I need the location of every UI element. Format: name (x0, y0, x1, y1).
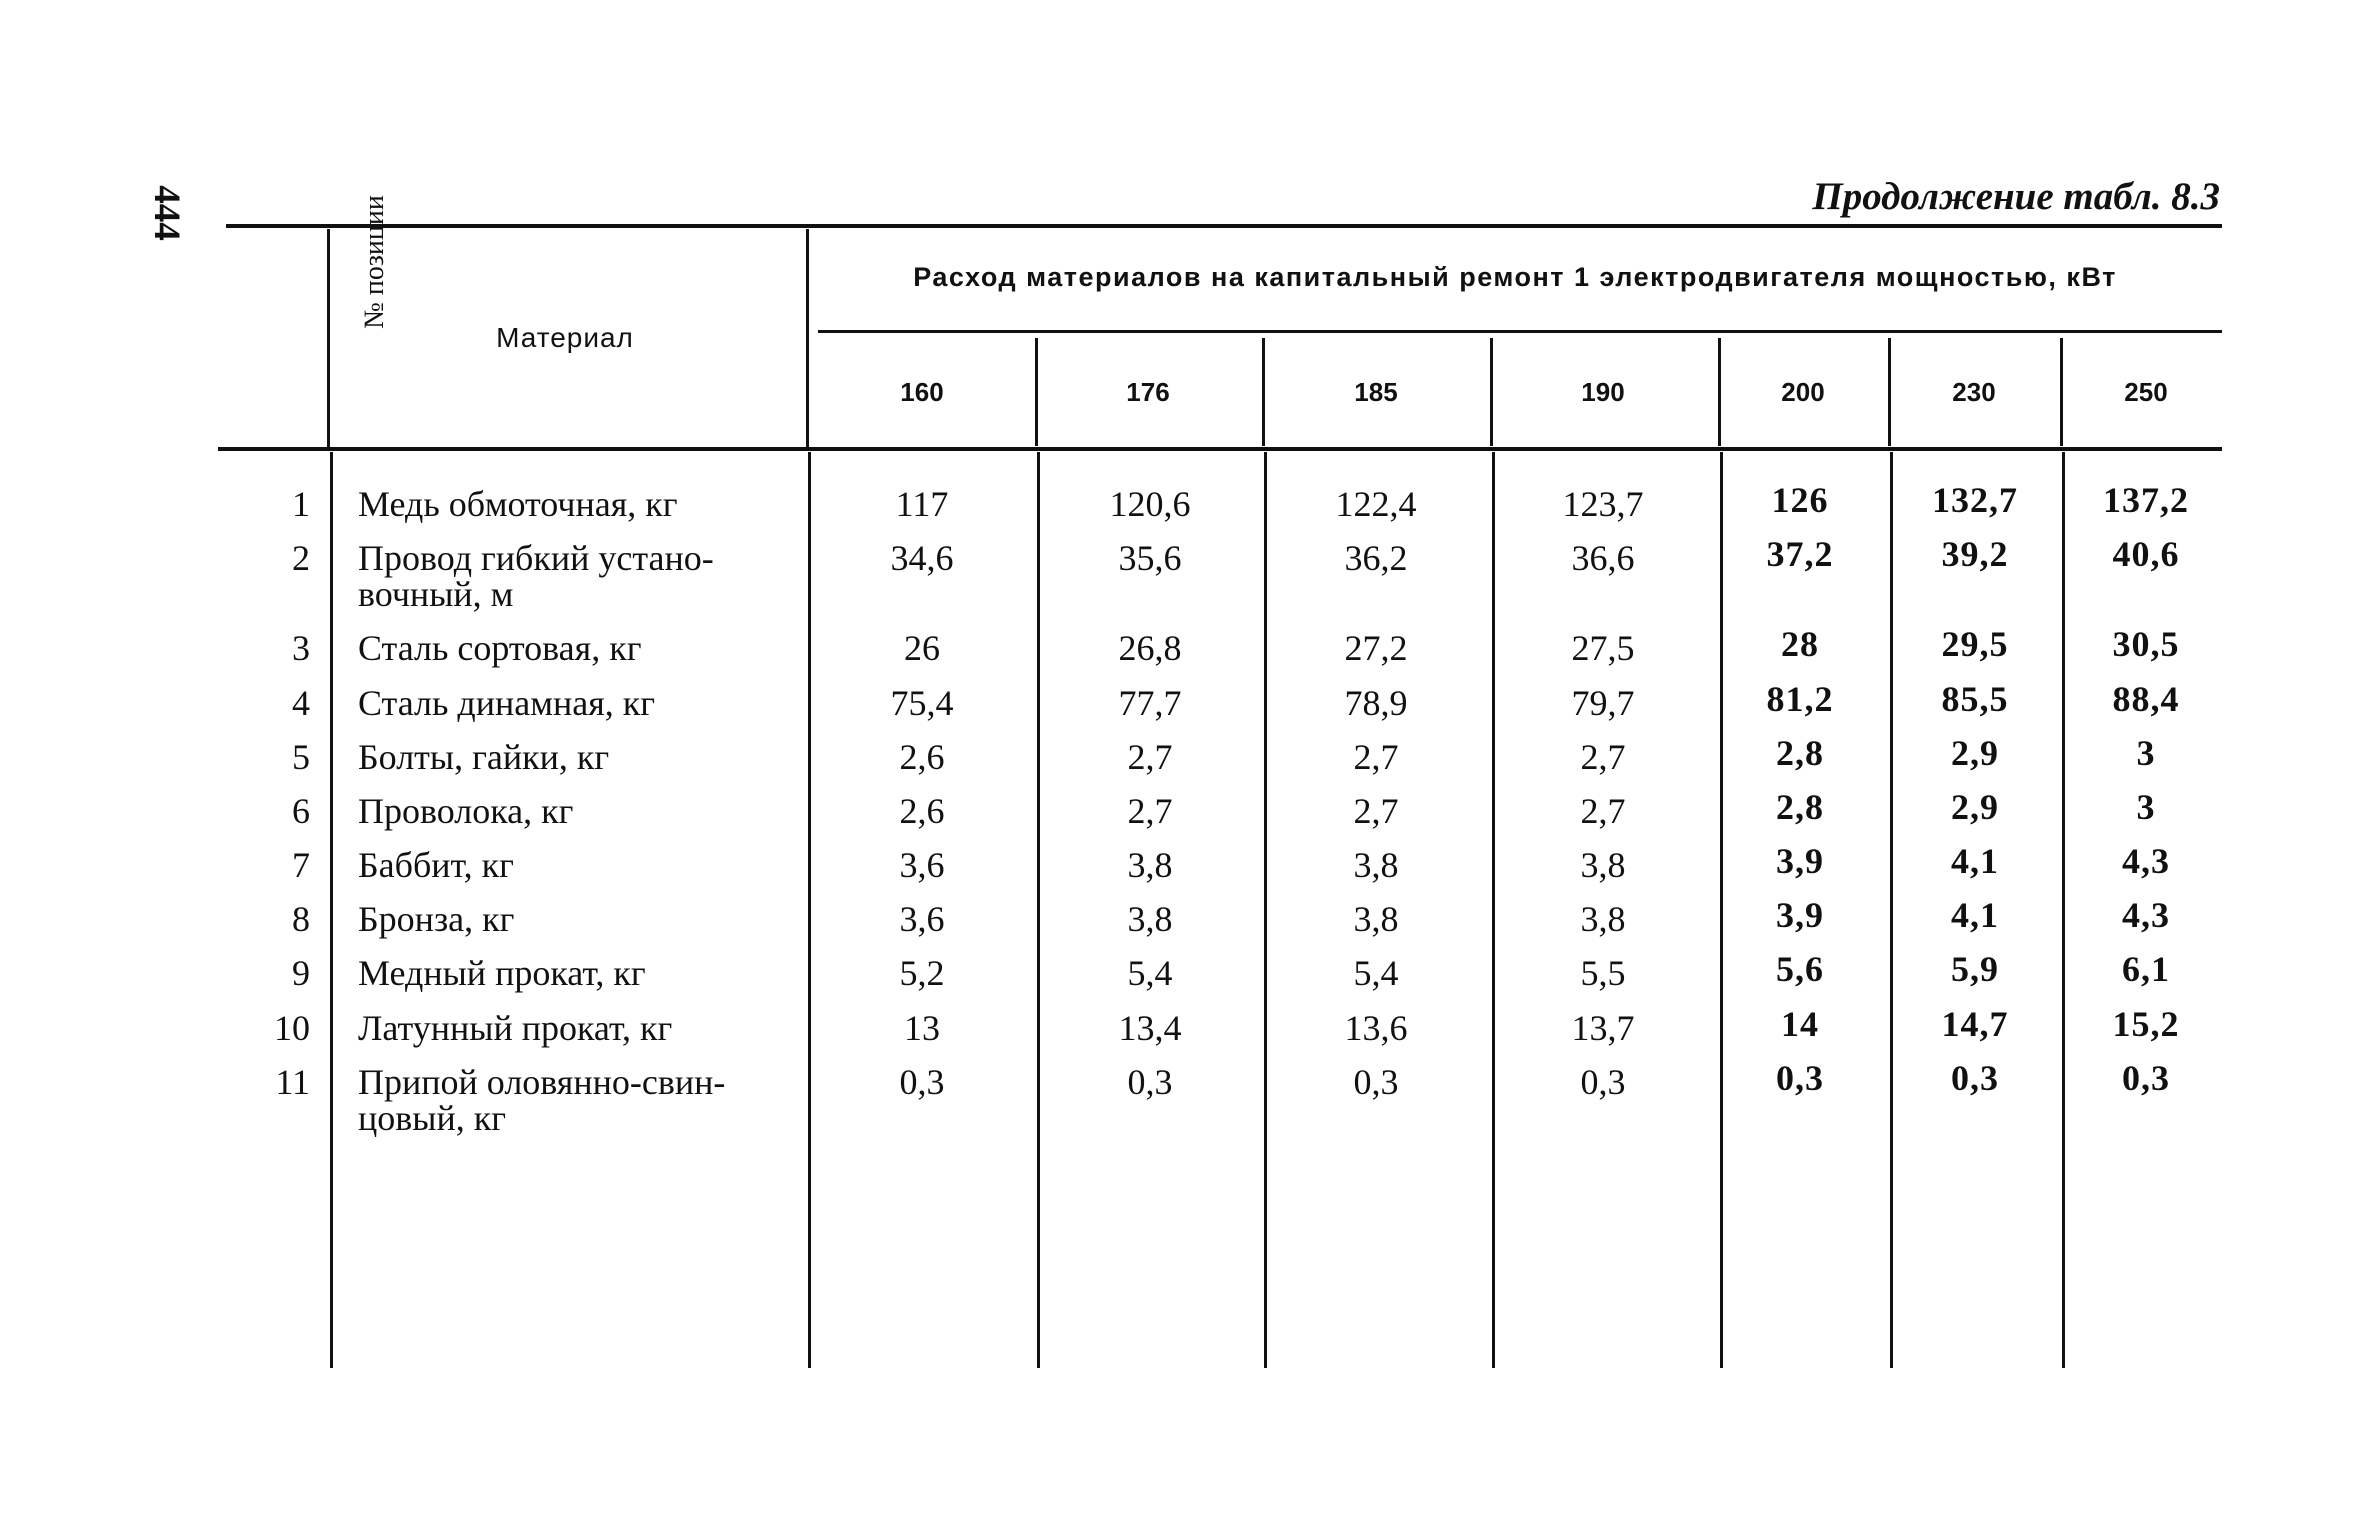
table-cell-value: 5,5 (1580, 953, 1626, 993)
table-cell-value: 13 (904, 1008, 940, 1048)
table-cell-value: 37,2 (1766, 534, 1834, 574)
material-name: Сталь динамная, кг (358, 683, 656, 723)
table-cell-value: 40,6 (2112, 534, 2180, 574)
row-number: 1 (292, 484, 310, 524)
material-name: Проволока, кг (358, 791, 574, 831)
table-cell-value: 0,3 (1580, 1062, 1626, 1102)
table-cell-value: 2,7 (1580, 737, 1626, 777)
col-divider (1888, 338, 1891, 446)
table-cell-value: 36,2 (1344, 538, 1408, 578)
material-name-cont: цовый, кг (358, 1098, 506, 1138)
col-divider (330, 452, 333, 1368)
col-divider (1890, 452, 1893, 1368)
table-cell-value: 4,1 (1951, 841, 1999, 881)
table-cell-value: 3,6 (899, 845, 945, 885)
table-cell-value: 2,6 (899, 737, 945, 777)
table-cell-value: 28 (1781, 624, 1819, 664)
table-cell-value: 15,2 (2112, 1004, 2180, 1044)
row-number: 2 (292, 538, 310, 578)
table-cell-value: 2,6 (899, 791, 945, 831)
table-cell-value: 85,5 (1941, 679, 2009, 719)
material-name: Болты, гайки, кг (358, 737, 610, 777)
table-cell-value: 117 (895, 484, 949, 524)
table-cell-value: 77,7 (1118, 683, 1182, 723)
header-bottom-rule (218, 447, 2222, 451)
table-cell-value: 5,4 (1353, 953, 1399, 993)
table-cell-value: 26 (904, 628, 940, 668)
table-cell-value: 0,3 (1951, 1058, 1999, 1098)
table-cell-value: 0,3 (899, 1062, 945, 1102)
table-cell-value: 14,7 (1941, 1004, 2009, 1044)
header-power-200: 200 (1781, 377, 1825, 407)
table-cell-value: 3,8 (1127, 899, 1173, 939)
material-name: Латунный прокат, кг (358, 1008, 673, 1048)
table-cell-value: 30,5 (2112, 624, 2180, 664)
top-rule (226, 224, 2222, 228)
row-number: 9 (292, 953, 310, 993)
table-cell-value: 3 (2136, 787, 2156, 827)
header-position-number: № позиции (359, 195, 390, 329)
row-number: 6 (292, 791, 310, 831)
table-cell-value: 0,3 (1776, 1058, 1824, 1098)
col-divider (1262, 338, 1265, 446)
table-cell-value: 3 (2136, 733, 2156, 773)
table-cell-value: 5,4 (1127, 953, 1173, 993)
table-cell-value: 36,6 (1571, 538, 1635, 578)
span-header-rule (818, 330, 2222, 333)
col-divider (1492, 452, 1495, 1368)
table-cell-value: 34,6 (890, 538, 954, 578)
row-number: 11 (275, 1062, 310, 1102)
table-cell-value: 78,9 (1344, 683, 1408, 723)
row-number: 5 (292, 737, 310, 777)
table-cell-value: 4,3 (2122, 841, 2170, 881)
row-number: 7 (292, 845, 310, 885)
table-caption: Продолжение табл. 8.3 (1812, 175, 2220, 218)
table-cell-value: 13,6 (1344, 1008, 1408, 1048)
table-cell-value: 2,9 (1951, 733, 1999, 773)
table-cell-value: 4,1 (1951, 895, 1999, 935)
header-material: Материал (496, 322, 634, 353)
material-name: Провод гибкий устано- (358, 538, 714, 578)
header-power-250: 250 (2124, 377, 2168, 407)
table-cell-value: 79,7 (1571, 683, 1635, 723)
col-divider (2062, 452, 2065, 1368)
header-power-176: 176 (1126, 377, 1170, 407)
table-cell-value: 27,2 (1344, 628, 1408, 668)
col-divider (808, 452, 811, 1368)
table-cell-value: 88,4 (2112, 679, 2180, 719)
table-cell-value: 2,8 (1776, 733, 1824, 773)
material-name-cont: вочный, м (358, 574, 514, 614)
table-cell-value: 3,8 (1353, 899, 1399, 939)
table-cell-value: 3,8 (1580, 845, 1626, 885)
col-divider (1718, 338, 1721, 446)
table-cell-value: 81,2 (1766, 679, 1834, 719)
table-cell-value: 123,7 (1562, 484, 1644, 524)
table-cell-value: 126 (1771, 480, 1829, 520)
table-cell-value: 75,4 (890, 683, 954, 723)
table-cell-value: 3,8 (1353, 845, 1399, 885)
header-power-160: 160 (900, 377, 944, 407)
table-cell-value: 2,7 (1580, 791, 1626, 831)
table-cell-value: 2,9 (1951, 787, 1999, 827)
table-cell-value: 0,3 (2122, 1058, 2170, 1098)
col-divider (1264, 452, 1267, 1368)
table-cell-value: 5,6 (1776, 949, 1824, 989)
material-name: Припой оловянно-свин- (358, 1062, 726, 1102)
table-cell-value: 3,8 (1127, 845, 1173, 885)
table-cell-value: 35,6 (1118, 538, 1182, 578)
header-consumption: Расход материалов на капитальный ремонт 1 электродвигателя мощностью, кВт (913, 262, 2117, 292)
table-cell-value: 2,7 (1353, 737, 1399, 777)
table-cell-value: 0,3 (1127, 1062, 1173, 1102)
table-cell-value: 132,7 (1932, 480, 2018, 520)
table-cell-value: 122,4 (1335, 484, 1417, 524)
table-cell-value: 2,7 (1127, 791, 1173, 831)
table-cell-value: 2,8 (1776, 787, 1824, 827)
row-number: 4 (292, 683, 310, 723)
table-cell-value: 3,9 (1776, 841, 1824, 881)
col-divider (806, 229, 809, 447)
table-cell-value: 120,6 (1109, 484, 1191, 524)
table-cell-value: 3,8 (1580, 899, 1626, 939)
table-cell-value: 3,9 (1776, 895, 1824, 935)
table-cell-value: 3,6 (899, 899, 945, 939)
table-cell-value: 26,8 (1118, 628, 1182, 668)
row-number: 3 (292, 628, 310, 668)
table-cell-value: 4,3 (2122, 895, 2170, 935)
page-number: 444 (146, 185, 187, 241)
col-divider (1037, 452, 1040, 1368)
table-cell-value: 5,9 (1951, 949, 1999, 989)
row-number: 8 (292, 899, 310, 939)
table-cell-value: 2,7 (1127, 737, 1173, 777)
table-cell-value: 5,2 (899, 953, 945, 993)
header-power-185: 185 (1354, 377, 1398, 407)
table-cell-value: 14 (1781, 1004, 1819, 1044)
table-cell-value: 6,1 (2122, 949, 2170, 989)
table-cell-value: 13,4 (1118, 1008, 1182, 1048)
table-cell-value: 13,7 (1571, 1008, 1635, 1048)
col-divider (1490, 338, 1493, 446)
table-cell-value: 39,2 (1941, 534, 2009, 574)
material-name: Бронза, кг (358, 899, 515, 939)
header-power-190: 190 (1581, 377, 1625, 407)
material-name: Медный прокат, кг (358, 953, 646, 993)
row-number: 10 (274, 1008, 310, 1048)
col-divider (327, 229, 330, 447)
table-cell-value: 29,5 (1941, 624, 2009, 664)
material-name: Сталь сортовая, кг (358, 628, 642, 668)
table-cell-value: 0,3 (1353, 1062, 1399, 1102)
col-divider (2060, 338, 2063, 446)
table-cell-value: 2,7 (1353, 791, 1399, 831)
table-cell-value: 27,5 (1571, 628, 1635, 668)
material-name: Медь обмоточная, кг (358, 484, 678, 524)
material-name: Баббит, кг (358, 845, 514, 885)
col-divider (1035, 338, 1038, 446)
header-power-230: 230 (1952, 377, 1996, 407)
table-cell-value: 137,2 (2103, 480, 2189, 520)
